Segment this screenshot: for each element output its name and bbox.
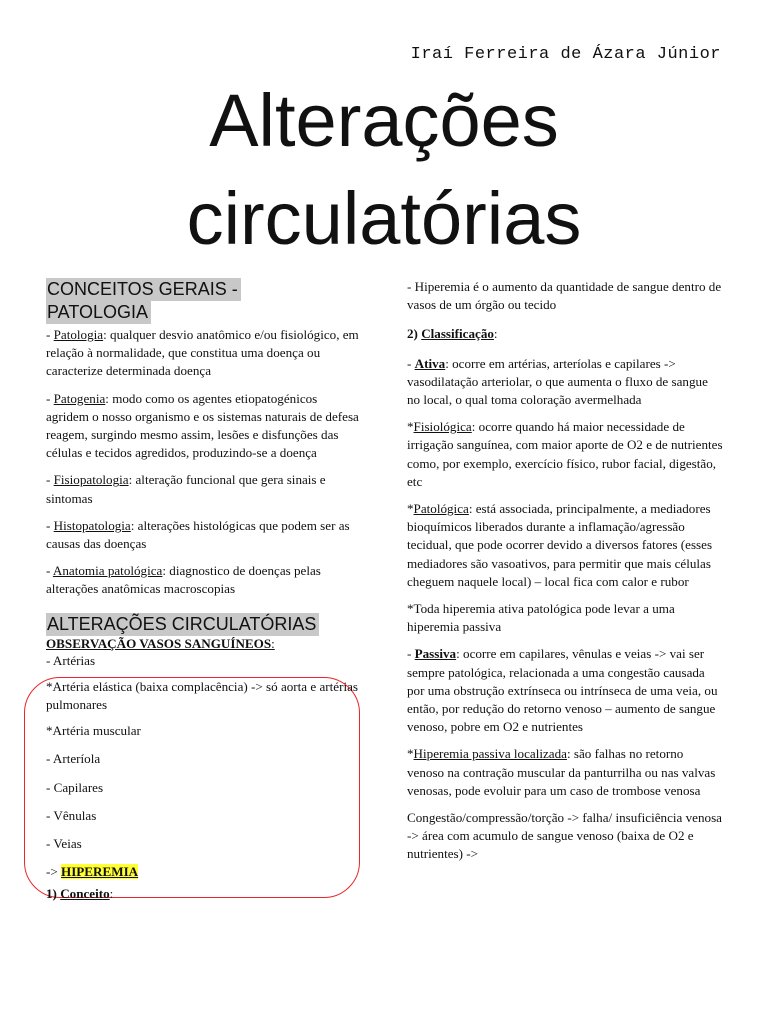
list-item: - Capilares: [46, 779, 104, 795]
term-passiva-localizada: Hiperemia passiva localizada: [413, 746, 567, 762]
definition-passiva-localizada: : são falhas no retorno venoso na contração muscular da panturrilha ou nas valvas venosas, pode evoluir para um caso de trombose venosa: [407, 746, 716, 798]
definition-fisiopatologia: : alteração funcional que gera sinais e sintomas: [46, 472, 326, 506]
section-heading-alteracoes: ALTERAÇÕES CIRCULATÓRIAS: [46, 613, 319, 636]
paragraph-patologica: [407, 500, 723, 591]
conceito-colon: :: [109, 886, 114, 902]
paragraph-hiperemia-definicao: - Hiperemia é o aumento da quantidade de sangue dentro de vasos de um órgão ou tecido: [407, 279, 722, 313]
term-anatomia-patologica: Anatomia patológica: [52, 563, 163, 579]
term-ativa: Ativa: [414, 355, 446, 371]
paragraph-passiva: [407, 645, 723, 736]
term-patologia: Patologia: [53, 327, 104, 342]
paragraph-anatomia: - Anatomia patológica: diagnostico de doenças pelas alterações anatômicas macroscopias: [46, 563, 321, 597]
term-patogenia: Patogenia: [53, 390, 106, 406]
classificacao-heading: [407, 325, 723, 343]
observation-title-text: OBSERVAÇÃO VASOS SANGUÍNEOS: [46, 635, 272, 651]
observation-title: [46, 636, 362, 652]
bullet-prefix: *: [407, 419, 414, 435]
paragraph-toda-hiperemia: *Toda hiperemia ativa patológica pode levar a uma hiperemia passiva: [407, 601, 675, 635]
definition-histopatologia: : alterações histológicas que podem ser as causas das doenças: [46, 517, 350, 552]
paragraph-patologia: - Patologia: qualquer desvio anatômico e/ou fisiológico, em relação à normalidade, que constitua uma doença ou caracterize determinada doença: [46, 327, 359, 379]
right-column: [407, 278, 723, 873]
classificacao-number: 2): [407, 326, 422, 342]
conceito-title: Conceito: [60, 886, 110, 902]
definition-fisiologica: : ocorre quando há maior necessidade de irrigação sanguínea, com maior aporte de O2 e de nutrientes como, por exemplo, exercício físico, rubor facial, digestão, etc: [407, 419, 723, 489]
classificacao-title: Classificação: [421, 326, 494, 342]
conceito-heading: [46, 885, 362, 903]
title-line-1: Alterações: [209, 79, 559, 162]
term-patologica: Patológica: [413, 501, 469, 517]
term-passiva: Passiva: [414, 646, 457, 662]
term-fisiopatologia: Fisiopatologia: [53, 472, 129, 488]
definition-patologica: : está associada, principalmente, a mediadores bioquímicos liberados durante a inflamação/agressão tecidual, que pode ocorrer devido a diversos fatores (esses mediadores são vasoativos, para permitir que mais células cheguem naquele local) – local fica com calor e rubor: [407, 501, 713, 589]
list-item: - Veias: [46, 836, 82, 852]
definition-patogenia: : modo como os agentes etiopatogénicos agridem o nosso organismo e os sistemas naturais de defesa reagem, surgindo mesmo assim, lesões e disfunções das células e tecidos agredidos, produzindo-se a doença: [46, 390, 359, 461]
classificacao-colon: :: [493, 326, 498, 342]
list-item: - Artérias: [46, 652, 96, 668]
section-heading-patologia: PATOLOGIA: [46, 301, 151, 324]
bullet-prefix: -: [407, 355, 415, 371]
paragraph-congestao: Congestão/compressão/torção -> falha/ insuficiência venosa -> área com acumulo de sangue venoso (baixa de O2 e nutrientes) ->: [407, 810, 722, 862]
section-heading-conceitos: CONCEITOS GERAIS -: [46, 278, 241, 301]
paragraph-patogenia: - Patogenia: modo como os agentes etiopatogénicos agridem o nosso organismo e os sistemas naturais de defesa reagem, surgindo mesmo assim, lesões e disfunções das células e tecidos agredidos, produzindo-se a doença: [46, 390, 359, 461]
hiperemia-heading: [46, 863, 362, 881]
bullet-prefix: -: [407, 646, 415, 662]
list-item: *Artéria muscular: [46, 723, 141, 739]
list-item: *Artéria elástica (baixa complacência) -> só aorta e artérias pulmonares: [46, 678, 359, 713]
hiperemia-arrow: ->: [46, 864, 62, 880]
term-fisiologica: Fisiológica: [413, 419, 472, 435]
paragraph-fisiologica: [407, 418, 723, 491]
author-name: Iraí Ferreira de Ázara Júnior: [410, 45, 721, 64]
term-histopatologia: Histopatologia: [53, 517, 131, 533]
bullet-prefix: *: [407, 501, 414, 517]
bullet-prefix: *: [407, 746, 414, 762]
hiperemia-title: HIPEREMIA: [61, 864, 139, 880]
paragraph-ativa: [407, 355, 723, 410]
definition-patologia: : qualquer desvio anatômico e/ou fisiológico, em relação à normalidade, que constitua uma doença ou caracterize determinada doença: [46, 327, 359, 379]
left-column: [46, 278, 362, 913]
document-title: [0, 72, 768, 268]
title-line-2: circulatórias: [186, 177, 582, 260]
list-item: - Vênulas: [46, 807, 97, 823]
definition-ativa: : ocorre em artérias, arteríolas e capilares -> vasodilatação arteriolar, o que aumenta o fluxo de sangue no local, o qual toma coloração avermelhada: [407, 355, 708, 408]
conceito-number: 1): [46, 886, 61, 902]
definition-passiva: : ocorre em capilares, vênulas e veias -> vai ser sempre patológica, relacionada a uma congestão causada por uma obstrução extrínseca ou intrínseca de uma veia, ou então, por redução do retorno venoso – aumento de sangue venoso, pobre em O2 e nutrientes: [407, 646, 718, 735]
paragraph-fisiopatologia: - Fisiopatologia: alteração funcional que gera sinais e sintomas: [46, 472, 326, 506]
paragraph-histopatologia: - Histopatologia: alterações histológicas que podem ser as causas das doenças: [46, 517, 350, 552]
definition-anatomia: : diagnostico de doenças pelas alterações anatômicas macroscopias: [46, 563, 321, 597]
observation-title-colon: :: [271, 635, 275, 651]
paragraph-passiva-localizada: [407, 745, 723, 800]
list-item: - Arteríola: [46, 751, 101, 767]
